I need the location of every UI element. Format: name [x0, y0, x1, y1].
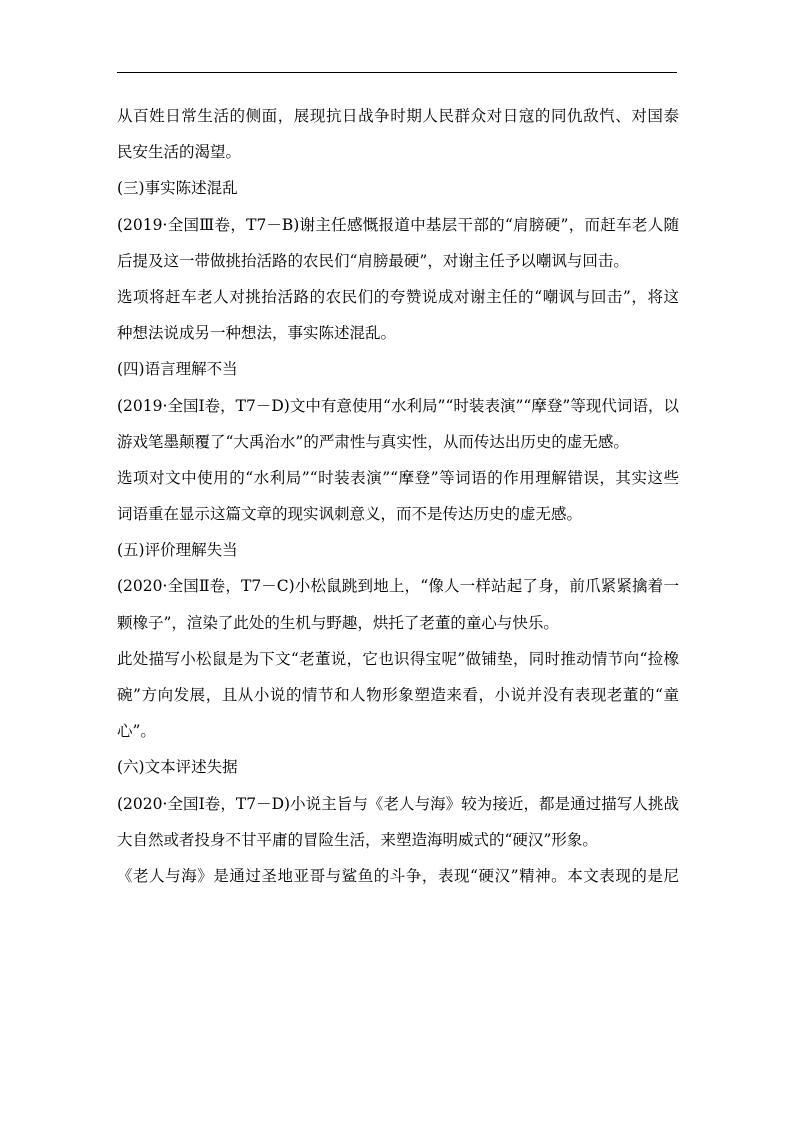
text-line: 大自然或者投身不甘平庸的冒险生活，来塑造海明威式的“硬汉”形象。	[117, 830, 598, 849]
text-line: 从百姓日常生活的侧面，展现抗日战争时期人民群众对日寇的同仇敌忾、对国泰	[117, 107, 679, 125]
text-line: 选项将赶车老人对挑抬活路的农民们的夸赞说成对谢主任的“嘲讽与回击”，将这	[117, 287, 679, 306]
text-line: (2020·全国Ⅰ卷，T7－D)小说主旨与《老人与海》较为接近，都是通过描写人挑战	[117, 794, 679, 813]
text-line: 颗橡子”，渲染了此处的生机与野趣，烘托了老董的童心与快乐。	[117, 613, 559, 632]
text-line: 心”。	[117, 722, 156, 741]
text-line: 词语重在显示这篇文章的现实讽刺意义，而不是传达历史的虚无感。	[117, 505, 583, 524]
header-rule	[117, 72, 677, 73]
text-line: (2020·全国Ⅱ卷，T7－C)小松鼠跳到地上，“像人一样站起了身，前爪紧紧擒着一	[117, 577, 679, 596]
section-heading: (六)文本评述失据	[117, 758, 238, 777]
document-body	[117, 98, 679, 894]
text-line: 后提及这一带做挑抬活路的农民们“肩膀最硬”，对谢主任予以嘲讽与回击。	[117, 251, 629, 270]
text-line: (2019·全国Ⅰ卷，T7－D)文中有意使用“水利局”“时装表演”“摩登”等现代词语，以	[117, 396, 679, 415]
section-heading: (五)评价理解失当	[117, 541, 238, 560]
section-heading: (四)语言理解不当	[117, 360, 238, 379]
text-line: 此处描写小松鼠是为下文“老董说，它也识得宝呢”做铺垫，同时推动情节向“捡橡	[117, 649, 679, 668]
section-heading: (三)事实陈述混乱	[117, 179, 238, 198]
text-line: 游戏笔墨颠覆了“大禹治水”的严肃性与真实性，从而传达出历史的虚无感。	[117, 432, 629, 451]
text-line: 种想法说成另一种想法，事实陈述混乱。	[117, 324, 397, 343]
text-line: 碗”方向发展，且从小说的情节和人物形象塑造来看，小说并没有表现老董的“童	[117, 686, 679, 704]
text-line: 选项对文中使用的“水利局”“时装表演”“摩登”等词语的作用理解错误，其实这些	[117, 468, 679, 487]
text-line: 《老人与海》是通过圣地亚哥与鲨鱼的斗争，表现“硬汉”精神。本文表现的是尼	[117, 866, 679, 885]
text-line: 民安生活的渴望。	[117, 143, 242, 162]
text-line: (2019·全国Ⅲ卷，T7－B)谢主任感慨报道中基层干部的“肩膀硬”，而赶车老人随	[117, 215, 679, 234]
